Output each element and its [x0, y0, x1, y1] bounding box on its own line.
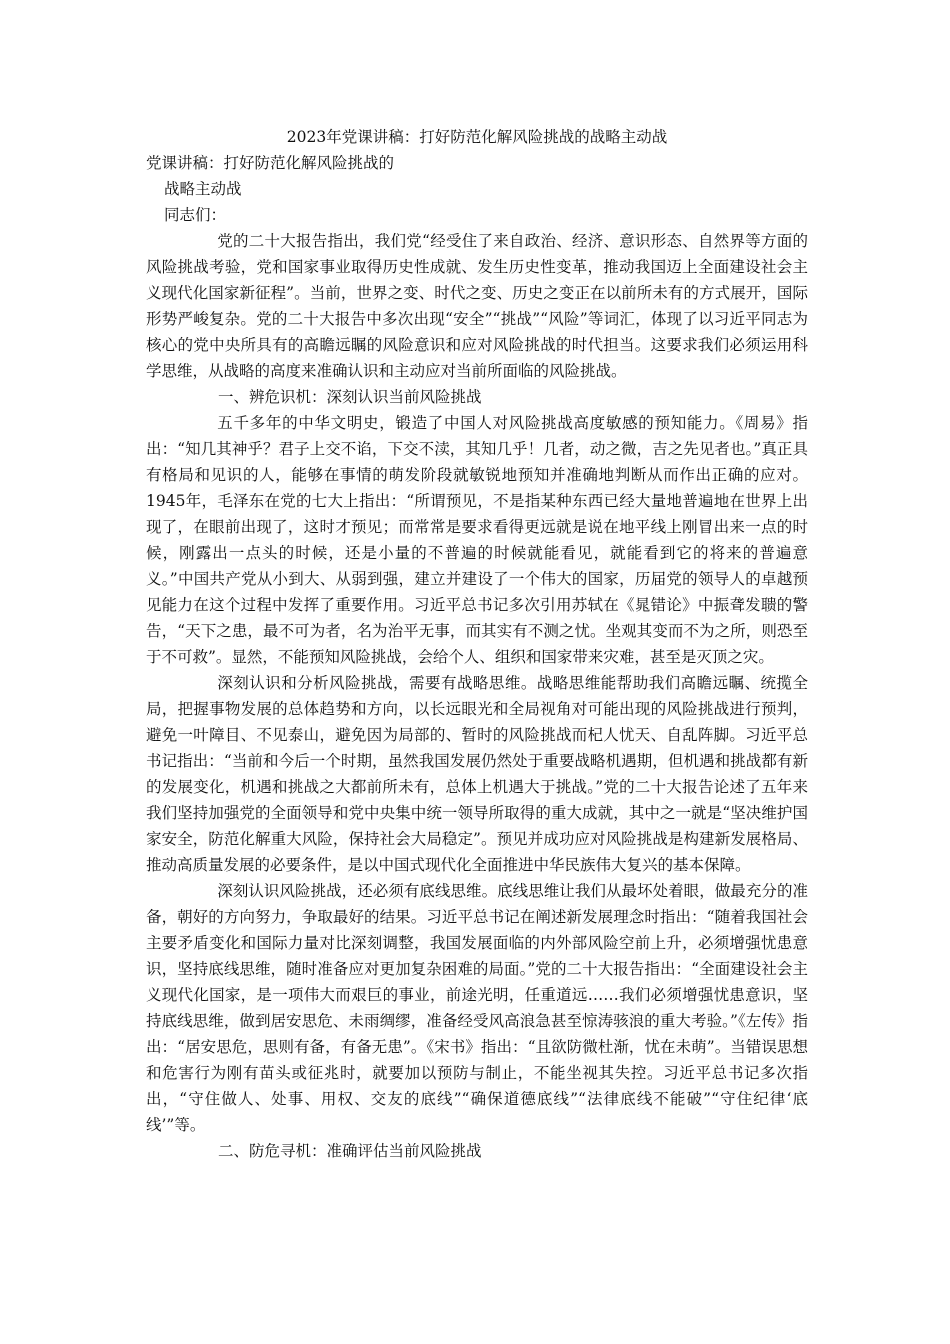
section1-paragraph-3: 深刻认识风险挑战，还必须有底线思维。底线思维让我们从最坏处着眼，做最充分的准备，朝好的方向努力，争取最好的结果。习近平总书记在阐述新发展理念时指出：“随着我国社会主要矛盾变化和国际力量对比深刻调整，我国发展面临的内外部风险空前上升，必须增强忧患意识，坚持底线思维，随时准备应对更加复杂困难的局面。”党的二十大报告指出：“全面建设社会主义现代化国家，是一项伟大而艰巨的事业，前途光明，任重道远……我们必须增强忧患意识，坚持底线思维，做到居安思危、未雨绸缪，准备经受风高浪急甚至惊涛骇浪的重大考验。”《左传》指出：“居安思危，思则有备，有备无患”。《宋书》指出：“且欲防微杜渐，忧在未萌”。当错误思想和危害行为刚有苗头或征兆时，就要加以预防与制止，不能坐视其失控。习近平总书记多次指出，“守住做人、处事、用权、交友的底线”“确保道德底线”“法律底线不能破”“守住纪律‘底线’”等。 — [146, 882, 808, 1134]
section1-heading: 一、辨危识机：深刻认识当前风险挑战 — [218, 388, 482, 406]
document-subtitle-line1: 党课讲稿：打好防范化解风险挑战的 — [146, 154, 395, 172]
document-title: 2023年党课讲稿：打好防范化解风险挑战的战略主动战 — [286, 128, 668, 146]
section2-heading: 二、防危寻机：准确评估当前风险挑战 — [218, 1142, 482, 1160]
section1-paragraph-2: 深刻认识和分析风险挑战，需要有战略思维。战略思维能帮助我们高瞻远瞩、统揽全局，把握事物发展的总体趋势和方向，以长远眼光和全局视角对可能出现的风险挑战进行预判，避免一叶障目、不见泰山，避免因为局部的、暂时的风险挑战而杞人忧天、自乱阵脚。习近平总书记指出：“当前和今后一个时期，虽然我国发展仍然处于重要战略机遇期，但机遇和挑战都有新的发展变化，机遇和挑战之大都前所未有，总体上机遇大于挑战。”党的二十大报告论述了五年来我们坚持加强党的全面领导和党中央集中统一领导所取得的重大成就，其中之一就是“坚决维护国家安全，防范化解重大风险，保持社会大局稳定”。预见并成功应对风险挑战是构建新发展格局、推动高质量发展的必要条件，是以中国式现代化全面推进中华民族伟大复兴的基本保障。 — [146, 674, 808, 874]
salutation: 同志们： — [164, 206, 227, 224]
document-subtitle-line2: 战略主动战 — [164, 180, 242, 198]
document-page — [146, 124, 808, 1164]
intro-paragraph: 党的二十大报告指出，我们党“经受住了来自政治、经济、意识形态、自然界等方面的风险挑战考验，党和国家事业取得历史性成就、发生历史性变革，推动我国迈上全面建设社会主义现代化国家新征程”。当前，世界之变、时代之变、历史之变正在以前所未有的方式展开，国际形势严峻复杂。党的二十大报告中多次出现“安全”“挑战”“风险”等词汇，体现了以习近平同志为核心的党中央所具有的高瞻远瞩的风险意识和应对风险挑战的时代担当。这要求我们必须运用科学思维，从战略的高度来准确认识和主动应对当前所面临的风险挑战。 — [146, 232, 808, 380]
section1-paragraph-1: 五千多年的中华文明史，锻造了中国人对风险挑战高度敏感的预知能力。《周易》指出：“知几其神乎？君子上交不谄，下交不渎，其知几乎！几者，动之微，吉之先见者也。”真正具有格局和见识的人，能够在事情的萌发阶段就敏锐地预知并准确地判断从而作出正确的应对。1945年，毛泽东在党的七大上指出：“所谓预见，不是指某种东西已经大量地普遍地在世界上出现了，在眼前出现了，这时才预见；而常常是要求看得更远就是说在地平线上刚冒出来一点的时候，刚露出一点头的时候，还是小量的不普遍的时候就能看见，就能看到它的将来的普遍意义。”中国共产党从小到大、从弱到强，建立并建设了一个伟大的国家，历届党的领导人的卓越预见能力在这个过程中发挥了重要作用。习近平总书记多次引用苏轼在《晁错论》中振聋发聩的警告，“天下之患，最不可为者，名为治平无事，而其实有不测之忧。坐观其变而不为之所，则恐至于不可救”。显然，不能预知风险挑战，会给个人、组织和国家带来灾难，甚至是灭顶之灾。 — [146, 414, 808, 666]
